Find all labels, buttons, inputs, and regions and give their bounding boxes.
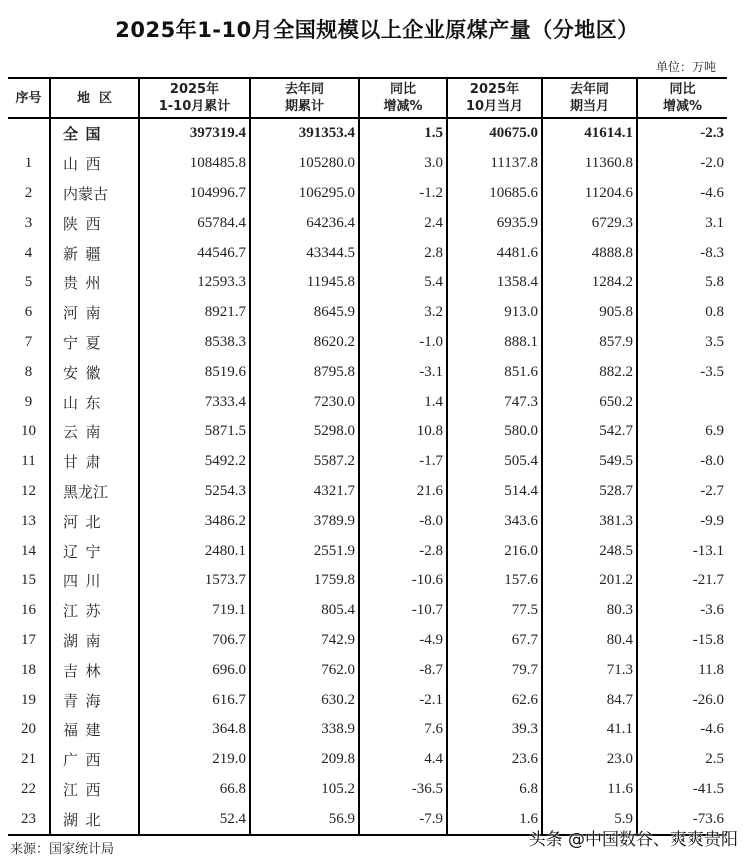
page-title: 2025年1-10月全国规模以上企业原煤产量（分地区）: [115, 18, 639, 42]
row-index-cell: 3: [24, 214, 33, 231]
table-row: [8, 566, 727, 596]
ytd-yoy-cell: -7.9: [359, 804, 447, 835]
ytd-last-year-cell: 7230.0: [250, 387, 359, 417]
month-last-year-cell: 201.2: [542, 566, 637, 596]
header-month-2025: 2025年 10月当月: [447, 78, 542, 118]
month-2025-cell: 67.7: [447, 626, 542, 656]
month-yoy-cell: -8.0: [637, 447, 727, 477]
month-2025-cell: 79.7: [447, 655, 542, 685]
region-cell: 福 建: [50, 715, 139, 745]
row-index-cell: 6: [24, 304, 33, 321]
ytd-last-year-cell: 742.9: [250, 626, 359, 656]
region-cell: 江 西: [50, 775, 139, 805]
month-2025-cell: 1.6: [447, 804, 542, 835]
table-row: [8, 238, 727, 268]
region-cell: 云 南: [50, 417, 139, 447]
month-yoy-cell: -73.6: [637, 804, 727, 835]
table-row: [8, 387, 727, 417]
month-2025-cell: 10685.6: [447, 179, 542, 209]
table-row: [8, 149, 727, 179]
month-yoy-cell: 5.8: [637, 268, 727, 298]
month-2025-cell: 514.4: [447, 477, 542, 507]
ytd-2025-cell: 7333.4: [139, 387, 250, 417]
month-last-year-cell: 41614.1: [542, 118, 637, 149]
month-last-year-cell: 11360.8: [542, 149, 637, 179]
ytd-last-year-cell: 391353.4: [250, 118, 359, 149]
table-row: [8, 477, 727, 507]
table-row: [8, 626, 727, 656]
table-row: [8, 685, 727, 715]
ytd-yoy-cell: 21.6: [359, 477, 447, 507]
region-cell: 辽 宁: [50, 536, 139, 566]
ytd-yoy-cell: 1.5: [359, 118, 447, 149]
ytd-2025-cell: 616.7: [139, 685, 250, 715]
ytd-last-year-cell: 43344.5: [250, 238, 359, 268]
table-row: [8, 417, 727, 447]
region-cell: 湖 北: [50, 804, 139, 835]
row-index-cell: 10: [21, 423, 36, 440]
ytd-2025-cell: 8519.6: [139, 357, 250, 387]
ytd-last-year-cell: 630.2: [250, 685, 359, 715]
header-month-last-year: 去年同 期当月: [542, 78, 637, 118]
month-last-year-cell: 84.7: [542, 685, 637, 715]
region-cell: 吉 林: [50, 655, 139, 685]
ytd-last-year-cell: 8620.2: [250, 328, 359, 358]
table-header: [8, 78, 727, 118]
ytd-yoy-cell: 7.6: [359, 715, 447, 745]
table-row: [8, 447, 727, 477]
ytd-yoy-cell: 3.0: [359, 149, 447, 179]
ytd-2025-cell: 364.8: [139, 715, 250, 745]
ytd-2025-cell: 2480.1: [139, 536, 250, 566]
month-last-year-cell: 248.5: [542, 536, 637, 566]
row-index-cell: 21: [21, 751, 36, 768]
ytd-yoy-cell: -8.0: [359, 506, 447, 536]
region-cell: 陕 西: [50, 208, 139, 238]
row-index-cell: 11: [21, 453, 36, 470]
month-yoy-cell: 3.5: [637, 328, 727, 358]
region-cell: 湖 南: [50, 626, 139, 656]
table-row: [8, 715, 727, 745]
row-index-cell: 18: [21, 661, 36, 678]
table-row: [8, 655, 727, 685]
row-index-cell: 12: [21, 482, 36, 499]
month-yoy-cell: -26.0: [637, 685, 727, 715]
ytd-yoy-cell: -1.7: [359, 447, 447, 477]
ytd-last-year-cell: 106295.0: [250, 179, 359, 209]
table-row: [8, 596, 727, 626]
region-cell: 宁 夏: [50, 328, 139, 358]
table-row: [8, 328, 727, 358]
ytd-2025-cell: 706.7: [139, 626, 250, 656]
month-last-year-cell: 80.3: [542, 596, 637, 626]
row-index-cell: 20: [21, 721, 36, 738]
month-yoy-cell: -15.8: [637, 626, 727, 656]
coal-output-table: [8, 77, 727, 836]
ytd-last-year-cell: 64236.4: [250, 208, 359, 238]
month-2025-cell: 216.0: [447, 536, 542, 566]
month-yoy-cell: [637, 387, 727, 417]
month-yoy-cell: -8.3: [637, 238, 727, 268]
month-yoy-cell: -3.5: [637, 357, 727, 387]
ytd-yoy-cell: -8.7: [359, 655, 447, 685]
table-row: [8, 179, 727, 209]
row-index-cell: 15: [21, 572, 36, 589]
ytd-2025-cell: 5492.2: [139, 447, 250, 477]
ytd-yoy-cell: 3.2: [359, 298, 447, 328]
month-2025-cell: 40675.0: [447, 118, 542, 149]
region-cell: 贵 州: [50, 268, 139, 298]
table-row: [8, 268, 727, 298]
month-2025-cell: 888.1: [447, 328, 542, 358]
month-yoy-cell: -3.6: [637, 596, 727, 626]
ytd-2025-cell: 719.1: [139, 596, 250, 626]
ytd-yoy-cell: 10.8: [359, 417, 447, 447]
header-index: 序号: [8, 78, 50, 118]
month-2025-cell: 747.3: [447, 387, 542, 417]
month-2025-cell: 6.8: [447, 775, 542, 805]
region-cell: 新 疆: [50, 238, 139, 268]
month-2025-cell: 39.3: [447, 715, 542, 745]
watermark: 头条 @中国数谷、爽爽贵阳: [528, 830, 738, 850]
ytd-yoy-cell: -10.6: [359, 566, 447, 596]
header-month-yoy: 同比 增减%: [637, 78, 727, 118]
month-last-year-cell: 11.6: [542, 775, 637, 805]
region-cell: 内蒙古: [50, 179, 139, 209]
region-cell: 青 海: [50, 685, 139, 715]
month-yoy-cell: -41.5: [637, 775, 727, 805]
table-row: [8, 357, 727, 387]
ytd-yoy-cell: -36.5: [359, 775, 447, 805]
ytd-yoy-cell: -3.1: [359, 357, 447, 387]
ytd-2025-cell: 66.8: [139, 775, 250, 805]
region-cell: 山 西: [50, 149, 139, 179]
header-ytd-last-year: 去年同 期累计: [250, 78, 359, 118]
ytd-last-year-cell: 5298.0: [250, 417, 359, 447]
ytd-2025-cell: 5254.3: [139, 477, 250, 507]
month-2025-cell: 157.6: [447, 566, 542, 596]
month-yoy-cell: -2.3: [637, 118, 727, 149]
ytd-2025-cell: 52.4: [139, 804, 250, 835]
region-cell: 河 南: [50, 298, 139, 328]
ytd-2025-cell: 108485.8: [139, 149, 250, 179]
month-2025-cell: 913.0: [447, 298, 542, 328]
region-cell: 山 东: [50, 387, 139, 417]
row-index-cell: 5: [24, 274, 33, 291]
header-ytd-2025: 2025年 1-10月累计: [139, 78, 250, 118]
ytd-2025-cell: 65784.4: [139, 208, 250, 238]
header-region: 地 区: [50, 78, 139, 118]
row-index-cell: 4: [24, 244, 33, 261]
ytd-yoy-cell: -1.2: [359, 179, 447, 209]
row-index-cell: 14: [21, 542, 36, 559]
ytd-last-year-cell: 805.4: [250, 596, 359, 626]
month-last-year-cell: 381.3: [542, 506, 637, 536]
ytd-last-year-cell: 1759.8: [250, 566, 359, 596]
ytd-last-year-cell: 8645.9: [250, 298, 359, 328]
table-row: [8, 506, 727, 536]
table-row-total: [8, 118, 727, 149]
month-last-year-cell: 80.4: [542, 626, 637, 656]
row-index-cell: 7: [24, 333, 33, 350]
month-yoy-cell: 11.8: [637, 655, 727, 685]
ytd-last-year-cell: 105.2: [250, 775, 359, 805]
month-last-year-cell: 650.2: [542, 387, 637, 417]
month-yoy-cell: -2.7: [637, 477, 727, 507]
region-cell: 广 西: [50, 745, 139, 775]
month-last-year-cell: 71.3: [542, 655, 637, 685]
row-index-cell: 23: [8, 804, 50, 835]
ytd-2025-cell: 696.0: [139, 655, 250, 685]
table-row: [8, 298, 727, 328]
month-2025-cell: 11137.8: [447, 149, 542, 179]
month-2025-cell: 62.6: [447, 685, 542, 715]
month-yoy-cell: -4.6: [637, 179, 727, 209]
month-yoy-cell: 2.5: [637, 745, 727, 775]
ytd-yoy-cell: 2.8: [359, 238, 447, 268]
month-2025-cell: 23.6: [447, 745, 542, 775]
month-yoy-cell: 6.9: [637, 417, 727, 447]
ytd-last-year-cell: 56.9: [250, 804, 359, 835]
ytd-2025-cell: 219.0: [139, 745, 250, 775]
month-last-year-cell: 857.9: [542, 328, 637, 358]
ytd-yoy-cell: 4.4: [359, 745, 447, 775]
ytd-2025-cell: 104996.7: [139, 179, 250, 209]
ytd-2025-cell: 3486.2: [139, 506, 250, 536]
ytd-yoy-cell: -10.7: [359, 596, 447, 626]
ytd-last-year-cell: 338.9: [250, 715, 359, 745]
month-yoy-cell: 3.1: [637, 208, 727, 238]
row-index-cell: 8: [24, 363, 33, 380]
month-yoy-cell: -21.7: [637, 566, 727, 596]
month-2025-cell: 505.4: [447, 447, 542, 477]
ytd-last-year-cell: 5587.2: [250, 447, 359, 477]
ytd-yoy-cell: -4.9: [359, 626, 447, 656]
ytd-last-year-cell: 762.0: [250, 655, 359, 685]
region-cell: 四 川: [50, 566, 139, 596]
region-cell: 安 徽: [50, 357, 139, 387]
ytd-last-year-cell: 105280.0: [250, 149, 359, 179]
month-2025-cell: 4481.6: [447, 238, 542, 268]
month-last-year-cell: 5.9: [542, 804, 637, 835]
ytd-yoy-cell: 5.4: [359, 268, 447, 298]
month-last-year-cell: 905.8: [542, 298, 637, 328]
ytd-last-year-cell: 3789.9: [250, 506, 359, 536]
ytd-yoy-cell: 2.4: [359, 208, 447, 238]
ytd-2025-cell: 44546.7: [139, 238, 250, 268]
row-index-cell: 13: [21, 512, 36, 529]
month-2025-cell: 77.5: [447, 596, 542, 626]
row-index-cell: 19: [21, 691, 36, 708]
month-last-year-cell: 882.2: [542, 357, 637, 387]
month-yoy-cell: -2.0: [637, 149, 727, 179]
ytd-yoy-cell: -2.8: [359, 536, 447, 566]
row-index-cell: [8, 118, 50, 149]
region-cell: 黑龙江: [50, 477, 139, 507]
month-last-year-cell: 549.5: [542, 447, 637, 477]
month-2025-cell: 343.6: [447, 506, 542, 536]
ytd-last-year-cell: 8795.8: [250, 357, 359, 387]
month-last-year-cell: 41.1: [542, 715, 637, 745]
month-yoy-cell: -13.1: [637, 536, 727, 566]
month-2025-cell: 1358.4: [447, 268, 542, 298]
ytd-2025-cell: 5871.5: [139, 417, 250, 447]
month-last-year-cell: 4888.8: [542, 238, 637, 268]
ytd-2025-cell: 1573.7: [139, 566, 250, 596]
ytd-yoy-cell: 1.4: [359, 387, 447, 417]
ytd-last-year-cell: 209.8: [250, 745, 359, 775]
header-ytd-yoy: 同比 增减%: [359, 78, 447, 118]
ytd-yoy-cell: -1.0: [359, 328, 447, 358]
region-cell: 河 北: [50, 506, 139, 536]
ytd-last-year-cell: 2551.9: [250, 536, 359, 566]
region-cell: 全 国: [50, 118, 139, 149]
ytd-last-year-cell: 4321.7: [250, 477, 359, 507]
month-last-year-cell: 23.0: [542, 745, 637, 775]
ytd-last-year-cell: 11945.8: [250, 268, 359, 298]
month-yoy-cell: -4.6: [637, 715, 727, 745]
row-index-cell: 2: [24, 184, 33, 201]
month-2025-cell: 851.6: [447, 357, 542, 387]
table-row: [8, 536, 727, 566]
table-row: [8, 208, 727, 238]
source-note: 来源：国家统计局: [10, 842, 115, 857]
month-last-year-cell: 1284.2: [542, 268, 637, 298]
month-last-year-cell: 11204.6: [542, 179, 637, 209]
month-last-year-cell: 542.7: [542, 417, 637, 447]
row-index-cell: 22: [21, 780, 36, 797]
ytd-yoy-cell: -2.1: [359, 685, 447, 715]
month-yoy-cell: -9.9: [637, 506, 727, 536]
ytd-2025-cell: 12593.3: [139, 268, 250, 298]
ytd-2025-cell: 8921.7: [139, 298, 250, 328]
table-row: [8, 745, 727, 775]
month-2025-cell: 580.0: [447, 417, 542, 447]
row-index-cell: 16: [21, 602, 36, 619]
row-index-cell: 9: [24, 393, 33, 410]
ytd-2025-cell: 397319.4: [139, 118, 250, 149]
region-cell: 甘 肃: [50, 447, 139, 477]
region-cell: 江 苏: [50, 596, 139, 626]
table-row: [8, 775, 727, 805]
month-yoy-cell: 0.8: [637, 298, 727, 328]
row-index-cell: 1: [24, 155, 33, 172]
month-2025-cell: 6935.9: [447, 208, 542, 238]
row-index-cell: 17: [21, 631, 36, 648]
ytd-2025-cell: 8538.3: [139, 328, 250, 358]
month-last-year-cell: 6729.3: [542, 208, 637, 238]
unit-label: 单位：万吨: [655, 60, 716, 74]
month-last-year-cell: 528.7: [542, 477, 637, 507]
